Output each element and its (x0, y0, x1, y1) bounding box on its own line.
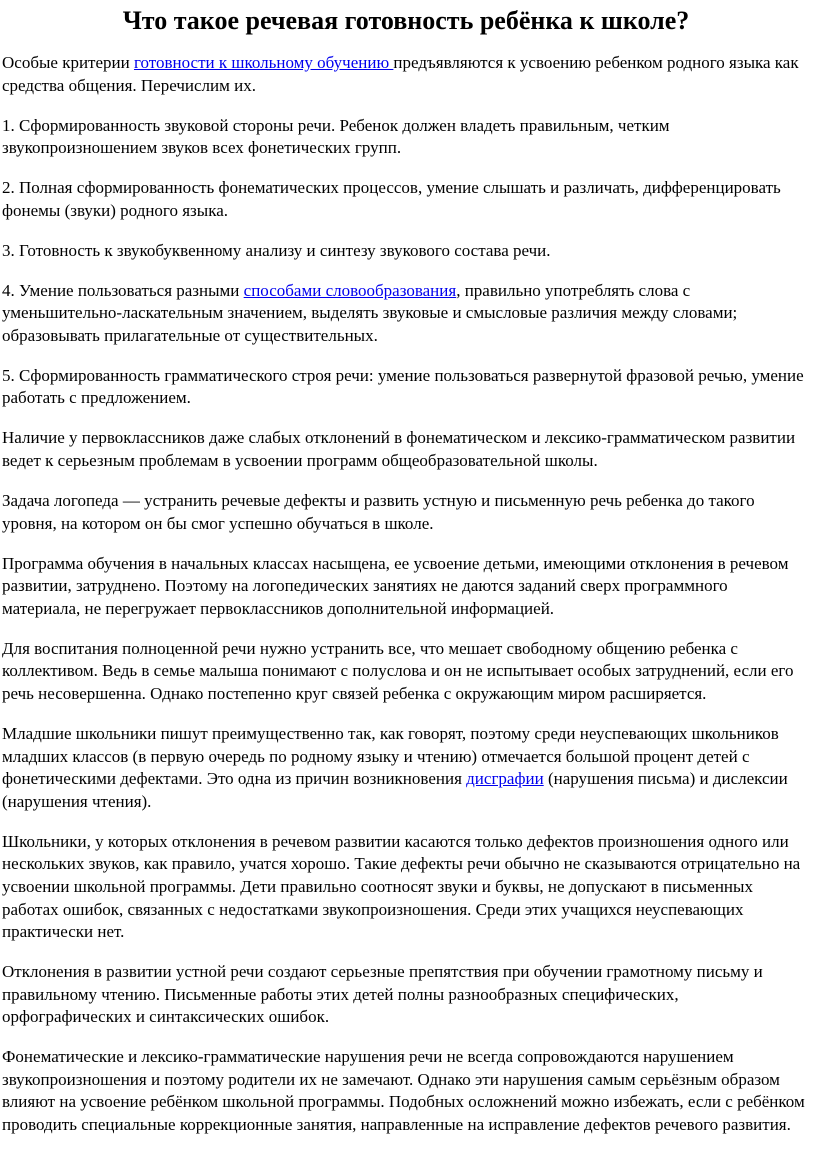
paragraph-text: (нарушения письма) и дислексии (нарушения чтения). (2, 769, 788, 811)
paragraph-item-2: 2. Полная сформированность фонематических процессов, умение слышать и различать, дифференцировать фонемы (звуки) родного языка. (2, 178, 781, 220)
paragraph-item-1: 1. Сформированность звуковой стороны речи. Ребенок должен владеть правильным, четким звукопроизношением звуков всех фонетических групп. (2, 115, 670, 158)
paragraph-item-3: 3. Готовность к звукобуквенному анализу и синтезу звукового состава речи. (2, 240, 551, 260)
document-page (0, 6, 816, 1172)
paragraph-text: предъявляются к усвоению ребенком родного языка как средства общения. Перечислим их. (2, 53, 799, 95)
page-title: Что такое речевая готовность ребёнка к школе? (122, 6, 690, 35)
link-school-readiness[interactable]: готовности к школьному обучению (133, 53, 394, 72)
paragraph-deviations: Наличие у первоклассников даже слабых отклонений в фонематическом и лексико-грамматическом развитии ведет к серьезным проблемам в усвоении программ общеобразовательной школы. (2, 428, 796, 471)
paragraph-text: 4. Умение пользоваться разными (2, 280, 244, 300)
paragraph-oral-speech: Отклонения в развитии устной речи создают серьезные препятствия при обучении грамотному письму и правильному чтению. Письменные работы этих детей полны разнообразных специфических, орфографических и синтаксических ошибок. (2, 962, 763, 1027)
link-word-formation[interactable]: способами словообразования (243, 280, 457, 300)
paragraph-speech-therapist-task: Задача логопеда — устранить речевые дефекты и развить устную и письменную речь ребенка до такого уровня, на котором он бы смог успешно обучаться в школе. (2, 491, 755, 533)
paragraph-criteria (2, 52, 810, 97)
paragraph-phonemic-disorders: Фонематические и лексико-грамматические нарушения речи не всегда сопровождаются нарушением звукопроизношения и поэтому родители их не замечают. Однако эти нарушения самым серьёзным образом влияют на усвоение ребёнком школьной программы. Подобных осложнений можно избежать, если с ребёнком проводить специальные коррекционные занятия, направленные на исправление дефектов речевого развития. (2, 1047, 805, 1135)
paragraph-item-5: 5. Сформированность грамматического строя речи: умение пользоваться развернутой фразовой речью, умение работать с предложением. (2, 365, 804, 408)
paragraph-text: Особые критерии (2, 53, 134, 72)
paragraph-text: Младшие школьники пишут преимущественно так, как говорят, поэтому среди неуспевающих школьников младших классов (в первую очередь по родному языку и чтению) отмечается большой процент детей с фонетическими дефектами. Это одна из причин возникновения (2, 723, 779, 789)
paragraph-text: , правильно употреблять слова с уменьшительно-ласкательным значением, выделять звуковые и смысловые различия между словами; образовывать прилагательные от существительных. (2, 280, 738, 345)
paragraph-pronunciation-defects: Школьники, у которых отклонения в речевом развитии касаются только дефектов произношения одного или нескольких звуков, как правило, учатся хорошо. Такие дефекты речи обычно не сказываются отрицательно на усвоении школьной программы. Дети правильно соотносят звуки и буквы, не допускают в письменных работах ошибок, связанных с недостатками звукопроизношения. Среди этих учащихся неуспевающих практически нет. (2, 831, 801, 942)
link-dysgraphia[interactable]: дисграфии (466, 769, 544, 789)
paragraph-item-4 (2, 280, 810, 348)
paragraph-program: Программа обучения в начальных классах насыщена, ее усвоение детьми, имеющими отклонения в речевом развитии, затруднено. Поэтому на логопедических занятиях не даются заданий сверх программного материала, не перегружает первоклассников дополнительной информацией. (2, 553, 789, 618)
paragraph-junior-students (2, 723, 810, 813)
paragraph-full-speech: Для воспитания полноценной речи нужно устранить все, что мешает свободному общению ребенка с коллективом. Ведь в семье малыша понимают с полуслова и он не испытывает особых затруднений, если его речь несовершенна. Однако постепенно круг связей ребенка с окружающим миром расширяется. (2, 638, 794, 703)
